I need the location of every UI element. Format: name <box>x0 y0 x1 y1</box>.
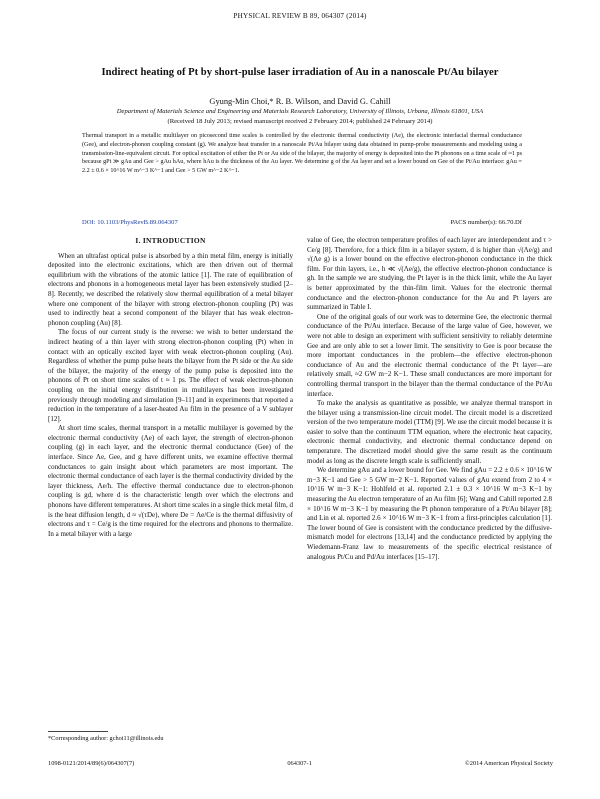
left-column <box>48 236 293 539</box>
received-dates: (Received 18 July 2013; revised manuscript received 2 February 2014; published 24 February 2014) <box>167 118 433 125</box>
body-paragraph: At short time scales, thermal transport in a metallic multilayer is governed by the electronic thermal conductivity (Λe) of each layer, the strength of electron-phonon coupling (g) in each layer, and the electronic thermal conductance (Gee) of the interface. Since Λe, Gee, and g have different units, we examine effective thermal conductances to gain insight about which parameters are most important. The electronic thermal conductance of each layer is the thermal conductivity divided by the layer thickness, Λe/h. The effective thermal conductance due to electron-phonon coupling is gd, where d is the characteristic length over which the electrons and phonons have different temperatures. At short time scales in a single thick metal film, d is the heat diffusion length, d ≈ √(τDe), where De = Λe/Ce is the thermal diffusivity of electrons and τ = Ce/g is the time required for the electrons and phonons to thermalize. In a metal bilayer with a large <box>48 424 293 538</box>
doi-line <box>82 219 178 226</box>
footer-copyright: ©2014 American Physical Society <box>464 760 553 767</box>
footer-issn: 1098-0121/2014/89(6)/064307(7) <box>48 760 135 767</box>
body-paragraph: value of Gee, the electron temperature profiles of each layer are interdependent and τ > Ce/g [8]. Therefore, for a thick film in a bilayer system, d is higher than √(Λe/g) and √(Λe g) is a lower bound on the effective electron-phonon conductance in the thick film. For thin layers, i.e., h ≪ √(Λe/g), the effective electron-phonon conductance is gh. In the sample we are studying, the Pt layer is in the thick limit, while the Au layer is better approximated by the thin-film limit. Values for the electronic thermal conductance and the electron-phonon conductance for the Au and Pt layers are summarized in Table I. <box>307 236 552 312</box>
body-paragraph: To make the analysis as quantitative as possible, we analyze thermal transport in the bilayer using a transmission-line circuit model. The circuit model is a discretized version of the two temperature model (TTM) [9]. We use the circuit model because it is easier to solve than the continuum TTM equation, where the electronic heat capacity, electronic thermal conductivity, and electronic thermal conductance depend on temperature. The discretized model should give the same result as the continuum model as long as the discrete length scale is sufficiently small. <box>307 399 553 465</box>
abstract: Thermal transport in a metallic multilayer on picosecond time scales is controlled by the electronic thermal conductivity (Λe), the electronic interfacial thermal conductance (Gee), and electron-phonon coupling constant (g). We analyze heat transfer in a nanoscale Pt/Au bilayer using data obtained in pump-probe measurements and modeling using a transmission-line-equivalent circuit. For optical excitation of either the Pt or Au side of the bilayer, the majority of energy is deposited into the Pt phonons on a time scale of ≈1 ps because gPt ≫ gAu and Gee > gAu hAu, where hAu is the thickness of the Au layer. We determine g of the Au layer and set a lower bound on Gee of the Pt/Au interface: gAu = 2.2 ± 0.6 × 10^16 W m^−3 K^−1 and Gee > 5 GW m^−2 K^−1. <box>82 133 522 175</box>
article-title: Indirect heating of Pt by short-pulse laser irradiation of Au in a nanoscale Pt/Au bilayer <box>101 67 499 78</box>
author-list: Gyung-Min Choi,* R. B. Wilson, and David G. Cahill <box>209 97 391 106</box>
body-paragraph: The focus of our current study is the reverse: we wish to better understand the indirect heating of a thin layer with strong electron-phonon coupling (Pt) when in contact with an optically excited layer with weak electron-phonon coupling (Au). Regardless of whether the pump pulse heats the bilayer from the Pt side or the Au side of the bilayer, the majority of the energy of the pump pulse is deposited into the phonons of Pt on short time scales of t ≈ 1 ps. The effect of weak electron-phonon coupling on the initial energy distribution in multilayers has been investigated previously through modeling and simulation [9–11] and in experiments that reported a reduction in the temperature of a laser-heated Au film in the presence of a V sublayer [12]. <box>48 328 293 423</box>
body-paragraph: We determine gAu and a lower bound for Gee. We find gAu = 2.2 ± 0.6 × 10^16 W m−3 K−1 and Gee > 5 GW m−2 K−1. Reported values of gAu extend from 2 to 4 × 10^16 W m−3 K−1: Hohlfeld et al. reported 2.1 ± 0.3 × 10^16 W m−3 K−1 by measuring the Au electron temperature of an Au film [6]; Wang and Cahill reported 2.8 × 10^16 W m−3 K−1 by measuring the Pt phonon temperature of a Pt/Au bilayer [8]; and Lin et al. reported 2.6 × 10^16 W m−3 K−1 from a first-principles calculation [1]. The lower bound of Gee is consistent with the conductance predicted by the diffusive-mismatch model for electrons [13,14] and the conductance predicted by applying the Wiedemann-Franz law to measurements of the specific electrical resistance of analogous Pt/Cu and Pd/Au interfaces [15–17]. <box>307 466 552 561</box>
body-paragraph: One of the original goals of our work was to determine Gee, the electronic thermal conductance of the Pt/Au interface. Because of the large value of Gee, however, we were not able to design an experiment with sufficient sensitivity to reliably determine Gee and are only able to set a lower limit. The sensitivity to Gee is poor because the more important conductances in the problem—the effective electron-phonon conductance of Au and the electronic thermal conductance of the Pt layer—are relatively small, ≈2 GW m−2 K−1. These small conductances are more important for controlling thermal transport in the bilayer than the thermal conductance of the Pt/Au interface. <box>307 312 552 398</box>
running-head: PHYSICAL REVIEW B 89, 064307 (2014) <box>233 12 367 20</box>
page-footer <box>48 760 553 767</box>
body-paragraph: When an ultrafast optical pulse is absorbed by a thin metal film, energy is initially deposited into the electronic excitations, which are then driven out of thermal equilibrium with the vibrations of the atomic lattice [1]. The rate of equilibration of electrons and phonons in a homogeneous metal layer has been extensively studied [2–8]. Recently, we described the relatively slow thermal equilibration of a metal bilayer where one component of the bilayer with strong electron-phonon coupling (Pt) was used to indirectly heat a second component of the bilayer that has weak electron-phonon coupling (Au) [8]. <box>48 251 293 327</box>
doi-link[interactable]: DOI: 10.1103/PhysRevB.89.064307 <box>82 219 178 226</box>
pacs-numbers: PACS number(s): 66.70.Df <box>450 219 522 226</box>
affiliation: Department of Materials Science and Engineering and Materials Research Laboratory, University of Illinois, Urbana, Illinois 61801, USA <box>116 108 484 115</box>
corresponding-author-footnote: *Corresponding author: gchoi11@illinois.edu <box>48 735 164 742</box>
section-heading: I. INTRODUCTION <box>135 236 206 245</box>
right-column <box>307 236 552 562</box>
footer-page-number: 064307-1 <box>287 760 312 767</box>
footnote-rule <box>48 731 108 732</box>
